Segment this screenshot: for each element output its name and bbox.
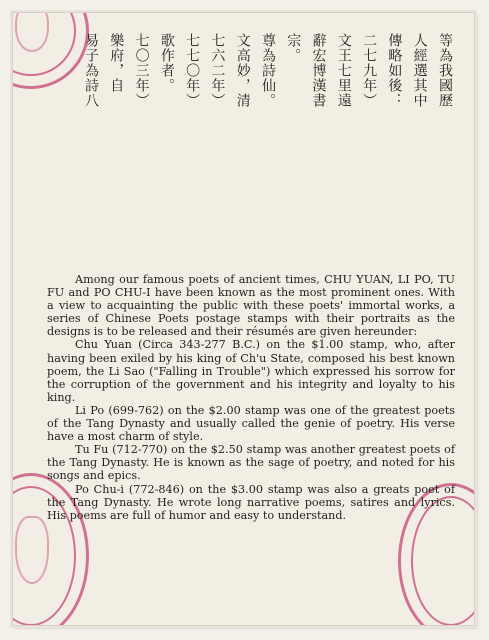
chinese-column: 二七九年） <box>361 33 378 108</box>
tu-fu-paragraph: Tu Fu (712-770) on the $2.50 stamp was another greatest poets of the Tang Dynasty. He is known as the sage of poetry, and noted for his songs and epics. <box>47 443 455 483</box>
chinese-column: 七七〇年） <box>184 33 201 108</box>
intro-paragraph: Among our famous poets of ancient times, CHU YUAN, LI PO, TU FU and PO CHU-I have been known as the most prominent ones. With a view to acquainting the public with these poets' immortal works, a series of Chinese Poets postage stamps with their portraits as the designs is to be released and their résumés are given hereunder: <box>47 273 455 339</box>
chinese-column: 人經選其中 <box>411 33 428 108</box>
chinese-column: 七六二年） <box>209 33 226 108</box>
chinese-column: 尊為詩仙。 <box>259 33 276 108</box>
chinese-column: 歌作者。 <box>158 33 175 93</box>
po-chu-i-paragraph: Po Chu-i (772-846) on the $3.00 stamp was also a greats poet of the Tang Dynasty. He wrote long narrative poems, satires and lyrics. His poems are full of humor and easy to understand. <box>47 482 455 522</box>
document-card <box>12 12 475 626</box>
chu-yuan-paragraph: Chu Yuan (Circa 343-277 B.C.) on the $1.00 stamp, who, after having been exiled by his king of Ch'u State, composed his best known poem, the Li Sao ("Falling in Trouble") which expressed his sorrow for the corruption of the government and his integrity and loyalty to his king. <box>47 338 455 404</box>
chinese-text-block <box>83 33 453 263</box>
li-po-paragraph: Li Po (699-762) on the $2.00 stamp was one of the greatest poets of the Tang Dynasty and usually called the genie of poetry. His verse have a most charm of style. <box>47 403 455 444</box>
chinese-column: 傳略如後： <box>386 33 403 108</box>
chinese-column: 宗。 <box>285 33 302 63</box>
chinese-column: 等為我國歷 <box>436 33 453 108</box>
chinese-column: 易子為詩八 <box>83 33 99 108</box>
chinese-column: 樂府，自 <box>108 33 125 93</box>
chinese-column: 文高妙，清 <box>234 33 251 108</box>
postmark-seal-top-left <box>12 12 89 89</box>
english-text-block <box>47 273 455 522</box>
chinese-column: 辭宏博漢書 <box>310 33 327 108</box>
chinese-column: 文王七里遠 <box>335 33 352 108</box>
chinese-column: 七〇三年） <box>133 33 150 108</box>
